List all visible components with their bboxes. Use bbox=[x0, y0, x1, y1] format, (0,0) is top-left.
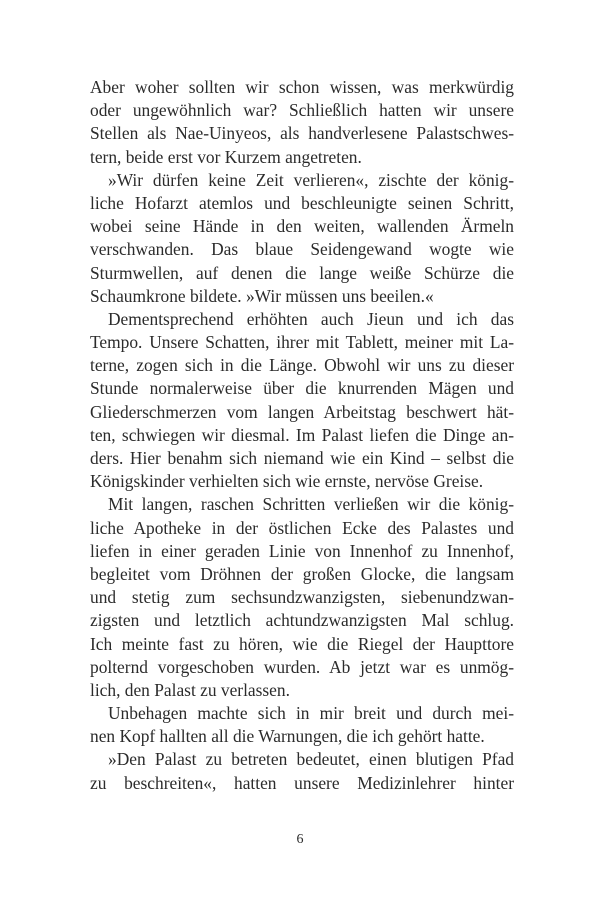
text-line: ten, schwiegen wir diesmal. Im Palast liefen die Dinge an- bbox=[90, 424, 514, 445]
page-number: 6 bbox=[296, 832, 304, 847]
book-page-text bbox=[90, 76, 514, 795]
text-line: Dementsprechend erhöhten auch Jieun und ich das bbox=[108, 308, 514, 329]
text-line: Mit langen, raschen Schritten verließen wir die könig- bbox=[108, 494, 514, 515]
text-line: Tempo. Unsere Schatten, ihrer mit Tablett, meiner mit La- bbox=[90, 332, 514, 353]
text-line: zigsten und letztlich achtundzwanzigsten Mal schlug. bbox=[90, 610, 514, 631]
text-line: nen Kopf hallten all die Warnungen, die ich gehört hatte. bbox=[90, 726, 485, 747]
text-line: Ich meinte fast zu hören, wie die Riegel der Haupttore bbox=[90, 633, 514, 654]
paragraph-6 bbox=[90, 748, 514, 794]
text-line: Sturmwellen, auf denen die lange weiße Schürze die bbox=[90, 262, 514, 283]
text-line: Königskinder verhielten sich wie ernste, nervöse Greise. bbox=[90, 471, 484, 492]
text-line: zu beschreiten«, hatten unsere Medizinlehrer hinter bbox=[90, 772, 514, 793]
text-line: lich, den Palast zu verlassen. bbox=[90, 679, 290, 700]
text-line: Schaumkrone bildete. »Wir müssen uns beeilen.« bbox=[90, 285, 434, 306]
text-line: ders. Hier benahm sich niemand wie ein Kind – selbst die bbox=[90, 448, 514, 468]
text-line: tern, beide erst vor Kurzem angetreten. bbox=[90, 146, 362, 167]
text-line: terne, zogen sich in die Länge. Obwohl wir uns zu dieser bbox=[90, 355, 514, 376]
paragraph-5 bbox=[90, 702, 514, 748]
text-line: begleitet vom Dröhnen der großen Glocke, die langsam bbox=[90, 563, 514, 584]
text-line: polternd vorgeschoben wurden. Ab jetzt war es unmög- bbox=[90, 656, 514, 677]
text-line: Aber woher sollten wir schon wissen, was merkwürdig bbox=[90, 77, 514, 97]
text-line: Stellen als Nae-Uinyeos, als handverlesene Palastschwes- bbox=[90, 123, 514, 144]
text-line: liche Apotheke in der östlichen Ecke des Palastes und bbox=[90, 517, 514, 538]
text-line: und stetig zum sechsundzwanzigsten, siebenundzwan- bbox=[90, 587, 514, 608]
text-line: Gliederschmerzen vom langen Arbeitstag beschwert hät- bbox=[90, 401, 514, 422]
text-line: liche Hofarzt atemlos und beschleunigte seinen Schritt, bbox=[90, 192, 514, 213]
text-line: »Den Palast zu betreten bedeutet, einen blutigen Pfad bbox=[108, 749, 514, 770]
text-line: »Wir dürfen keine Zeit verlieren«, zischte der könig- bbox=[108, 169, 514, 190]
text-line: oder ungewöhnlich war? Schließlich hatten wir unsere bbox=[90, 100, 514, 121]
text-line: Unbehagen machte sich in mir breit und durch mei- bbox=[108, 703, 514, 724]
paragraph-4 bbox=[90, 493, 514, 702]
text-line: verschwanden. Das blaue Seidengewand wogte wie bbox=[90, 239, 514, 260]
text-line: liefen in einer geraden Linie von Innenhof zu Innenhof, bbox=[90, 540, 514, 561]
paragraph-3 bbox=[90, 308, 514, 494]
paragraph-2 bbox=[90, 169, 514, 308]
paragraph-1 bbox=[90, 76, 514, 169]
text-line: Stunde normalerweise über die knurrenden Mägen und bbox=[90, 378, 514, 399]
text-line: wobei seine Hände in den weiten, wallenden Ärmeln bbox=[90, 216, 514, 237]
